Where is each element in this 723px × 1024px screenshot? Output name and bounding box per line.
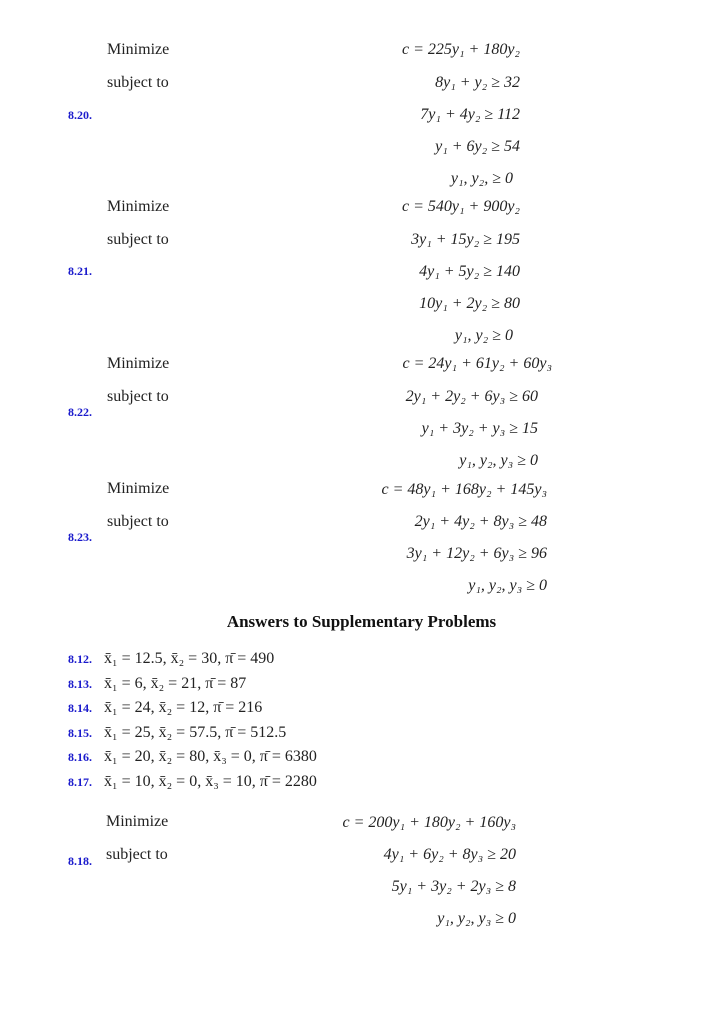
nonnegativity-constraint: y₁, y₂, y₃ ≥ 0 <box>468 577 547 594</box>
answer-number: 8.17. <box>68 775 92 789</box>
minimize-label: Minimize <box>107 41 170 58</box>
constraint: 8y₁ + y₂ ≥ 32 <box>435 74 520 91</box>
answer-number: 8.15. <box>68 726 92 740</box>
answer-number: 8.13. <box>68 677 92 691</box>
answer-number: 8.18. <box>68 854 92 868</box>
objective-function: c = 200y₁ + 180y₂ + 160y₃ <box>342 814 516 831</box>
answer-number: 8.16. <box>68 750 92 764</box>
constraint: 10y₁ + 2y₂ ≥ 80 <box>419 295 520 312</box>
minimize-label: Minimize <box>107 198 170 215</box>
answer-text: x̄₁ = 10, x̄₂ = 0, x̄₃ = 10, π̄ = 2280 <box>104 773 317 790</box>
answer-text: x̄₁ = 12.5, x̄₂ = 30, π̄ = 490 <box>104 650 275 667</box>
constraint: y₁ + 3y₂ + y₃ ≥ 15 <box>421 420 538 437</box>
constraint: 4y₁ + 6y₂ + 8y₃ ≥ 20 <box>383 846 516 863</box>
answer-number: 8.14. <box>68 701 92 715</box>
nonnegativity-constraint: y₁, y₂, y₃ ≥ 0 <box>437 910 516 927</box>
nonnegativity-constraint: y₁, y₂, y₃ ≥ 0 <box>459 452 538 469</box>
minimize-label: Minimize <box>107 355 170 372</box>
constraint: 2y₁ + 2y₂ + 6y₃ ≥ 60 <box>405 388 538 405</box>
problem-number: 8.21. <box>68 264 92 278</box>
problem-number: 8.20. <box>68 108 92 122</box>
constraint: 2y₁ + 4y₂ + 8y₃ ≥ 48 <box>414 513 547 530</box>
minimize-label: Minimize <box>106 813 169 830</box>
answer-text: x̄₁ = 24, x̄₂ = 12, π̄ = 216 <box>104 699 263 716</box>
answer-text: x̄₁ = 20, x̄₂ = 80, x̄₃ = 0, π̄ = 6380 <box>104 748 317 765</box>
answer-number: 8.12. <box>68 652 92 666</box>
subject-to-label: subject to <box>107 513 169 530</box>
constraint: 5y₁ + 3y₂ + 2y₃ ≥ 8 <box>391 878 516 895</box>
answers-heading: Answers to Supplementary Problems <box>226 612 497 631</box>
problem-number: 8.22. <box>68 405 92 419</box>
constraint: 4y₁ + 5y₂ ≥ 140 <box>419 263 520 280</box>
objective-function: c = 225y₁ + 180y₂ <box>401 41 520 58</box>
constraint: 3y₁ + 15y₂ ≥ 195 <box>411 231 520 248</box>
subject-to-label: subject to <box>107 74 169 91</box>
minimize-label: Minimize <box>107 480 170 497</box>
nonnegativity-constraint: y₁, y₂ ≥ 0 <box>454 327 513 344</box>
answer-text: x̄₁ = 6, x̄₂ = 21, π̄ = 87 <box>104 675 247 692</box>
answer-text: x̄₁ = 25, x̄₂ = 57.5, π̄ = 512.5 <box>104 724 287 741</box>
objective-function: c = 540y₁ + 900y₂ <box>401 198 520 215</box>
constraint: 7y₁ + 4y₂ ≥ 112 <box>420 106 520 123</box>
subject-to-label: subject to <box>106 846 168 863</box>
constraint: y₁ + 6y₂ ≥ 54 <box>435 138 520 155</box>
nonnegativity-constraint: y₁, y₂, ≥ 0 <box>450 170 513 187</box>
subject-to-label: subject to <box>107 231 169 248</box>
subject-to-label: subject to <box>107 388 169 405</box>
objective-function: c = 24y₁ + 61y₂ + 60y₃ <box>402 355 552 372</box>
problem-number: 8.23. <box>68 530 92 544</box>
constraint: 3y₁ + 12y₂ + 6y₃ ≥ 96 <box>406 545 547 562</box>
objective-function: c = 48y₁ + 168y₂ + 145y₃ <box>381 481 547 498</box>
